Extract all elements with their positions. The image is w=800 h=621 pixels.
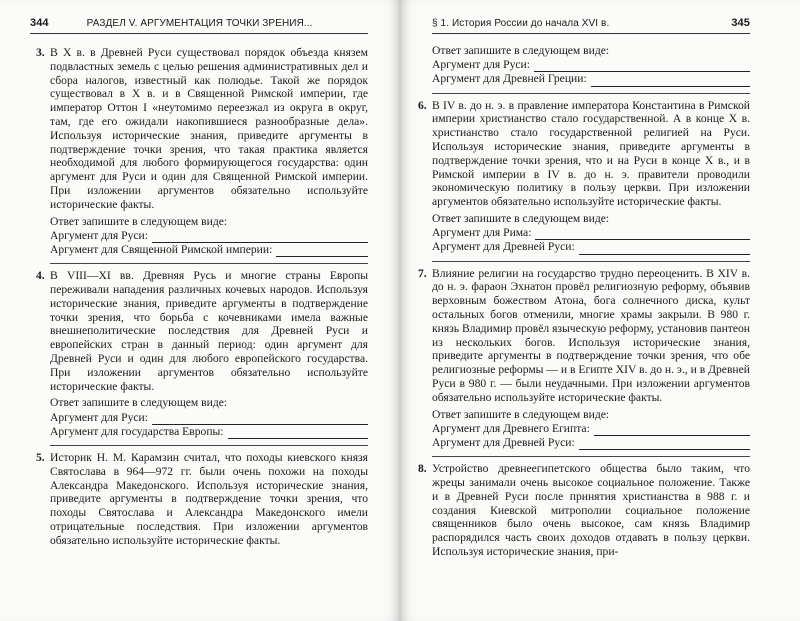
answer-intro: Ответ запишите в следующем виде: [432, 44, 610, 57]
answer-label: Аргумент для Священной Римской империи: [50, 242, 273, 256]
answer-row [432, 436, 750, 450]
task-divider [50, 263, 368, 264]
answer-row [432, 58, 750, 72]
task-text: Историк Н. М. Карамзин считал, что походы киевского князя Святослава в 964—972 гг. были очень похожи на походы Александра Македонского. Используя исторические знания, приведите аргументы в подтверждение точки зрения, что походы Святослава и Александра Македонского имели отрицательные последствия. При изложении аргументов обязательно используйте исторические факты. [50, 450, 368, 547]
task-divider [432, 456, 750, 457]
right-page [400, 0, 800, 621]
left-running-header [30, 12, 368, 34]
answer-label: Аргумент для Древней Руси: [432, 240, 575, 254]
answer-template-continued [432, 44, 750, 87]
task-number: 8. [418, 462, 427, 476]
task-text: Устройство древнеегипетского общества было таким, что жрецы занимали очень высокое социальное положение. Также и в Древней Руси после принятия христианства в 988 г. и создания Киевской митрополии социальное положение священников было очень высокое, сам князь Владимир распорядился часть своих доходов отдавать в пользу церкви. Используя исторические знания, при- [432, 462, 750, 558]
answer-line [152, 232, 368, 243]
answer-row [50, 229, 368, 243]
answer-template [432, 408, 750, 451]
task-text: Влияние религии на государство трудно переоценить. В XIV в. до н. э. фараон Эхнатон провёл религиозную реформу, объявив верховным божеством Атона, бога солнечного диска, культ остальных богов отменили, многие храмы закрыли. В 980 г. князь Владимир провёл языческую реформу, установив пантеон из нескольких богов. Используя исторические знания, приведите аргументы в подтверждение точки зрения, что обе религиозные реформы — и в Египте XIV в. до н. э., и в Древней Руси в 980 г. — были неудачными. При изложении аргументов обязательно используйте исторические факты. [432, 266, 750, 404]
answer-row [432, 72, 750, 86]
task-text: В IV в. до н. э. в правление императора Константина в Римской империи христианство стало государственной. А в конце X в. христианство стало государственной религией на Руси. Используя исторические знания, приведите аргументы в подтверждение точки зрения, что и на Руси в конце X в., и в Римской империи в IV в. до н. э. правители проводили экономическую политику в пользу церкви. При изложении аргументов обязательно используйте исторические факты. [432, 98, 750, 209]
answer-label: Аргумент для Древней Греции: [432, 72, 587, 86]
task-6 [418, 98, 750, 255]
answer-row [50, 411, 368, 425]
task-8 [418, 462, 750, 559]
task-4 [36, 269, 368, 439]
answer-intro: Ответ запишите в следующем виде: [432, 407, 610, 421]
answer-template [432, 212, 750, 255]
task-number: 7. [418, 266, 427, 280]
answer-line [579, 439, 750, 450]
task-number: 3. [36, 46, 45, 59]
answer-intro: Ответ запишите в следующем виде: [432, 211, 610, 225]
right-running-header [432, 12, 750, 34]
left-running-head-title: РАЗДЕЛ V. АРГУМЕНТАЦИЯ ТОЧКИ ЗРЕНИЯ... [86, 18, 313, 29]
task-number: 4. [36, 269, 45, 283]
answer-line [579, 244, 750, 255]
answer-line [591, 76, 750, 87]
answer-row [432, 422, 750, 436]
answer-line [594, 425, 750, 436]
task-divider [50, 445, 368, 446]
task-number: 5. [36, 450, 45, 464]
answer-template [50, 215, 368, 258]
answer-row [50, 425, 368, 439]
task-7 [418, 266, 750, 451]
answer-intro: Ответ запишите в следующем виде: [50, 396, 228, 410]
task-divider [432, 261, 750, 262]
task-text: В VIII—XI вв. Древняя Русь и многие страны Европы переживали нападения различных кочевых народов. Используя исторические знания, приведите аргументы в подтверждение точки зрения, что борьба с кочевниками имела важные внешнеполитические последствия для Древней Руси и европейских стран в данный период: один аргумент для Древней Руси и один для любого европейского государства. При изложении аргументов обязательно используйте исторические факты. [50, 269, 368, 393]
left-page-number: 344 [30, 17, 49, 29]
task-divider [432, 93, 750, 94]
answer-row [432, 226, 750, 240]
answer-label: Аргумент для Рима: [432, 226, 532, 240]
answer-label: Аргумент для Руси: [432, 58, 530, 72]
right-running-head-title: § 1. История России до начала XVI в. [432, 18, 610, 29]
answer-row [432, 240, 750, 254]
answer-line [535, 229, 750, 240]
answer-template [50, 396, 368, 439]
answer-line [152, 414, 368, 425]
answer-line [228, 428, 368, 439]
answer-label: Аргумент для Древней Руси: [432, 435, 575, 449]
task-text: В X в. в Древней Руси существовал порядок объезда князем подвластных земель с целью решения административных дел и сбора налогов, известный как полюдье. Такой же порядок существовал в X в. и в Священной Римской империи, где император Оттон I «неутомимо переезжал из округа в округ, там, где его ожидали накопившиеся разнообразные дела». Используя исторические знания, приведите аргументы в подтверждение точки зрения, что такая практика является необходимой для любого формирующегося государства: один аргумент для Руси и один для Священной Римской империи. При изложении аргументов обязательно используйте исторические факты. [50, 46, 368, 211]
answer-intro: Ответ запишите в следующем виде: [50, 214, 228, 228]
task-number: 6. [418, 98, 427, 112]
answer-line [534, 61, 750, 72]
answer-label: Аргумент для Древнего Египта: [432, 421, 590, 435]
answer-label: Аргумент для Руси: [50, 410, 148, 424]
answer-row [50, 243, 368, 257]
right-page-number: 345 [731, 17, 750, 29]
task-3 [36, 46, 368, 257]
task-5 [36, 450, 368, 548]
answer-label: Аргумент для Руси: [50, 228, 148, 242]
answer-label: Аргумент для государства Европы: [50, 424, 224, 438]
answer-line [276, 246, 368, 257]
